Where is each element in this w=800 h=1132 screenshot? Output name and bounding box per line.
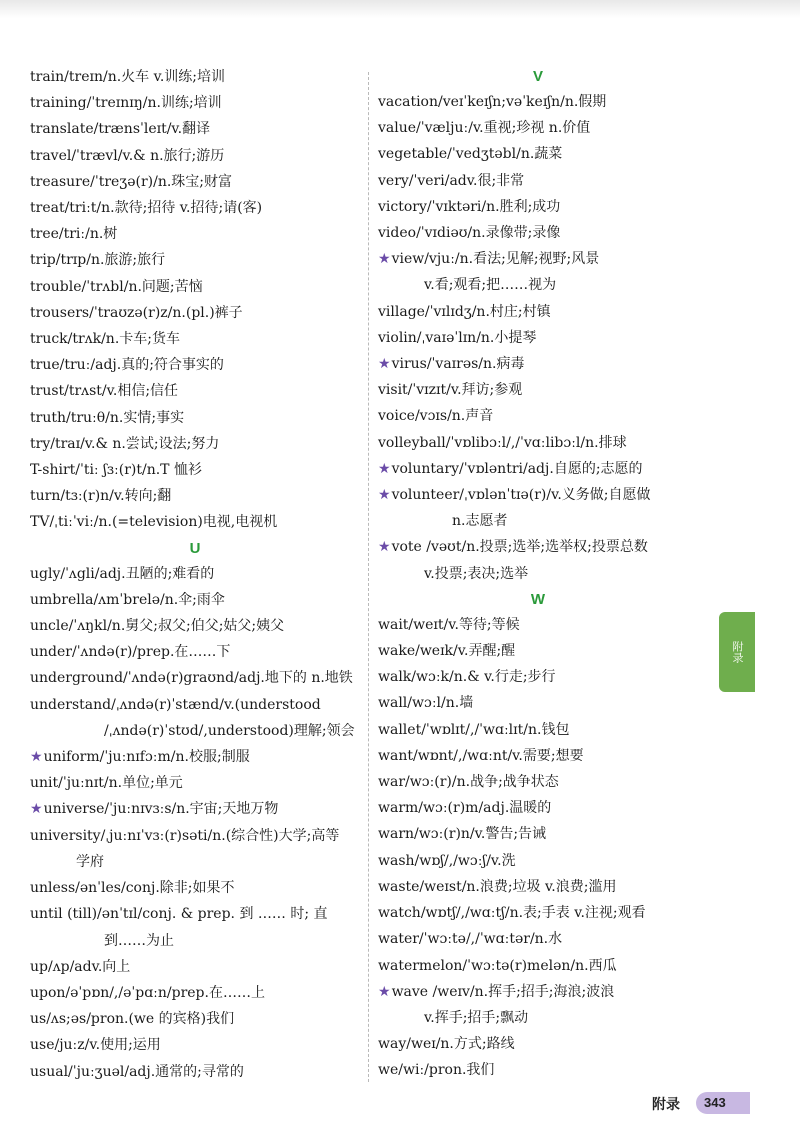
vocab-entry [30, 195, 360, 221]
vocab-entry-text: v.挥手;招手;飘动 [424, 1009, 529, 1026]
vocab-entry-text: train/treɪn/n.火车 v.训练;培训 [30, 69, 226, 85]
vocab-entry-text: vegetable/ˈvedʒtəbl/n.蔬菜 [378, 146, 563, 163]
vocab-entry [378, 874, 698, 900]
vocab-entry [30, 483, 360, 509]
vocab-entry [378, 272, 698, 298]
vocab-entry-text: video/ˈvɪdiəʊ/n.录像带;录像 [378, 225, 561, 242]
vocab-entry-text: visit/ˈvɪzɪt/v.拜访;参观 [378, 382, 523, 399]
vocab-entry [30, 169, 360, 195]
vocab-entry-text: until (till)/ənˈtɪl/conj. & prep. 到 …… 时; 直 [30, 906, 328, 923]
vocab-entry [378, 141, 698, 167]
vocab-entry [30, 823, 360, 849]
vocab-entry-text: trouble/ˈtrʌbl/n.问题;苦恼 [30, 278, 203, 295]
vocab-entry [378, 194, 698, 220]
vocab-entry-text: upon/əˈpɒn/,/əˈpɑːn/prep.在……上 [30, 984, 265, 1001]
section-letter-w: W [530, 590, 546, 608]
vocab-entry-text: watermelon/ˈwɔːtə(r)melən/n.西瓜 [378, 957, 617, 974]
vocab-entry [378, 953, 698, 979]
vocab-entry-text: treat/triːt/n.款待;招待 v.招待;请(客) [30, 200, 263, 217]
vocab-entry-text: true/truː/adj.真的;符合事实的 [30, 357, 224, 374]
vocab-entry-text: wall/wɔːl/n.墙 [378, 695, 474, 712]
vocab-entry-text: 到……为止 [104, 932, 174, 949]
page-top-edge [0, 0, 800, 18]
vocab-entry [30, 587, 360, 613]
vocab-entry [378, 717, 698, 743]
vocab-entry [378, 115, 698, 141]
vocab-entry-text: uniform/ˈjuːnɪfɔːm/n.校服;制服 [43, 749, 250, 766]
vocab-entry-text: value/ˈvæljuː/v.重视;珍视 n.价值 [378, 120, 591, 137]
vocab-entry [378, 403, 698, 429]
vocab-entry-text: university/ˌjuːnɪˈvɜː(r)səti/n.(综合性)大学;高等 [30, 827, 340, 844]
vocab-entry [378, 220, 698, 246]
vocab-entry [30, 509, 360, 535]
vocab-entry-text: tree/triː/n.树 [30, 226, 118, 243]
vocab-entry [30, 1059, 360, 1085]
vocab-entry [378, 351, 698, 377]
vocab-entry [30, 796, 360, 822]
vocab-entry-text: vote /vəʊt/n.投票;选举;选举权;投票总数 [391, 539, 648, 556]
vocab-entry [378, 795, 698, 821]
vocab-entry [30, 221, 360, 247]
star-icon: ★ [378, 539, 391, 556]
vocab-entry-text: vacation/veɪˈkeɪʃn;vəˈkeɪʃn/n.假期 [378, 94, 607, 110]
vocab-entry [30, 352, 360, 378]
vocab-entry [378, 690, 698, 716]
vocab-entry [378, 456, 698, 482]
vocab-entry-text: n.志愿者 [452, 513, 508, 530]
star-icon: ★ [378, 460, 391, 477]
vocab-entry [30, 561, 360, 587]
vocab-entry [378, 1005, 698, 1031]
vocab-entry-text: war/wɔː(r)/n.战争;战争状态 [378, 774, 559, 791]
vocab-entry-text: truth/truːθ/n.实情;事实 [30, 409, 185, 426]
star-icon: ★ [30, 801, 43, 818]
vocab-entry-text: village/ˈvɪlɪdʒ/n.村庄;村镇 [378, 303, 551, 320]
vocab-entry-text: use/juːz/v.使用;运用 [30, 1037, 161, 1054]
vocab-entry [30, 639, 360, 665]
vocab-entry-text: wash/wɒʃ/,/wɔːʃ/v.洗 [378, 852, 516, 869]
vocab-entry-text: T-shirt/ˈtiː ʃɜː(r)t/n.T 恤衫 [30, 462, 202, 479]
vocab-entry-text: uncle/ˈʌŋkl/n.舅父;叔父;伯父;姑父;姨父 [30, 618, 285, 635]
vocab-entry-text: us/ʌs;əs/pron.(we 的宾格)我们 [30, 1011, 235, 1028]
vocab-entry-text: trousers/ˈtraʊzə(r)z/n.(pl.)裤子 [30, 304, 243, 321]
vocab-entry [30, 718, 360, 744]
vocab-entry [30, 980, 360, 1006]
vocab-entry [30, 875, 360, 901]
vocab-entry-text: umbrella/ʌmˈbrelə/n.伞;雨伞 [30, 591, 225, 608]
vocab-entry-text: under/ˈʌndə(r)/prep.在……下 [30, 644, 231, 661]
vocab-entry-text: ugly/ˈʌgli/adj.丑陋的;难看的 [30, 565, 215, 582]
vocab-entry-text: universe/ˈjuːnɪvɜːs/n.宇宙;天地万物 [43, 801, 279, 818]
vocab-entry [378, 926, 698, 952]
star-icon: ★ [30, 749, 43, 766]
vocab-entry [378, 508, 698, 534]
vocab-entry-text: underground/ˈʌndə(r)graʊnd/adj.地下的 n.地铁 [30, 670, 353, 687]
vocab-entry-text: v.看;观看;把……视为 [424, 277, 557, 294]
vocab-entry [378, 482, 698, 508]
vocab-entry-text: wallet/ˈwɒlɪt/,/ˈwɑːlɪt/n.钱包 [378, 721, 570, 738]
star-icon: ★ [378, 356, 391, 373]
section-letter-u: U [189, 539, 201, 557]
vocab-entry-text: training/ˈtreɪnɪŋ/n.训练;培训 [30, 95, 222, 112]
vocab-entry [378, 246, 698, 272]
vocab-entry [30, 405, 360, 431]
star-icon: ★ [378, 251, 391, 268]
vocab-entry-text: travel/ˈtrævl/v.& n.旅行;游历 [30, 147, 225, 164]
vocab-entry-text: trust/trʌst/v.相信;信任 [30, 383, 179, 400]
vocab-entry-text: violin/ˌvaɪəˈlɪn/n.小提琴 [378, 329, 537, 346]
vocab-entry [30, 300, 360, 326]
vocab-entry [378, 638, 698, 664]
vocab-entry-text: warm/wɔː(r)m/adj.温暖的 [378, 800, 552, 817]
section-letter-v: V [532, 68, 543, 85]
vocab-entry-text: wait/weɪt/v.等待;等候 [378, 616, 520, 633]
vocab-entry [378, 325, 698, 351]
vocab-entry [30, 849, 360, 875]
vocab-entry [378, 168, 698, 194]
vocab-entry [30, 1032, 360, 1058]
vocab-entry [378, 743, 698, 769]
left-column [30, 64, 360, 1085]
vocab-entry-text: truck/trʌk/n.卡车;货车 [30, 331, 180, 348]
vocab-entry [30, 90, 360, 116]
vocab-entry [30, 274, 360, 300]
vocab-entry-text: way/weɪ/n.方式;路线 [378, 1036, 515, 1053]
vocab-entry-text: waste/weɪst/n.浪费;垃圾 v.浪费;滥用 [378, 878, 617, 895]
vocab-entry-text: unless/ənˈles/conj.除非;如果不 [30, 880, 235, 897]
vocab-entry-text: translate/trænsˈleɪt/v.翻译 [30, 121, 211, 138]
vocab-entry-text: virus/ˈvaɪrəs/n.病毒 [391, 356, 525, 373]
vocab-entry-text: view/vjuː/n.看法;见解;视野;风景 [391, 251, 600, 268]
vocab-entry-text: unit/ˈjuːnɪt/n.单位;单元 [30, 775, 183, 792]
vocab-entry-text: /ˌʌndə(r)ˈstʊd/,understood)理解;领会 [104, 722, 355, 739]
vocab-entry-text: turn/tɜː(r)n/v.转向;翻 [30, 488, 172, 505]
vocab-entry [30, 770, 360, 796]
vocab-entry [378, 430, 698, 456]
vocab-entry-text: trip/trɪp/n.旅游;旅行 [30, 252, 166, 269]
page-number: 343 [696, 1092, 750, 1114]
vocab-entry [378, 848, 698, 874]
vocab-entry [30, 744, 360, 770]
vocab-entry [378, 664, 698, 690]
vocab-entry-text: watch/wɒtʃ/,/wɑːtʃ/n.表;手表 v.注视;观看 [378, 905, 646, 922]
vocab-entry-text: try/traɪ/v.& n.尝试;设法;努力 [30, 435, 220, 452]
vocab-entry [30, 1006, 360, 1032]
vocab-entry-text: voice/vɔɪs/n.声音 [378, 408, 494, 425]
vocab-entry-text: wake/weɪk/v.弄醒;醒 [378, 643, 516, 660]
vocab-entry [30, 378, 360, 404]
vocab-entry-text: 学府 [76, 853, 104, 870]
vocab-entry [30, 116, 360, 142]
vocab-entry-text: voluntary/ˈvɒləntri/adj.自愿的;志愿的 [391, 460, 643, 477]
vocab-entry-text: volleyball/ˈvɒlibɔːl/,/ˈvɑːlibɔːl/n.排球 [378, 434, 627, 451]
vocab-entry [30, 457, 360, 483]
vocab-entry [378, 612, 698, 638]
vocab-entry [30, 928, 360, 954]
vocab-entry-text: understand/ˌʌndə(r)ˈstænd/v.(understood [30, 696, 321, 713]
vocab-entry [30, 954, 360, 980]
vocab-entry [378, 1057, 698, 1083]
vocab-entry [30, 692, 360, 718]
star-icon: ★ [378, 983, 391, 1000]
vocab-entry [378, 900, 698, 926]
vocab-entry-text: volunteer/ˌvɒlənˈtɪə(r)/v.义务做;自愿做 [391, 487, 651, 504]
vocab-entry [378, 377, 698, 403]
vocab-entry-text: very/ˈveri/adv.很;非常 [378, 172, 525, 189]
column-divider [368, 72, 369, 1082]
vocab-entry [30, 613, 360, 639]
vocab-entry [30, 247, 360, 273]
vocab-entry [378, 1031, 698, 1057]
vocab-entry [378, 534, 698, 560]
vocab-entry [30, 64, 360, 90]
vocab-entry-text: wave /weɪv/n.挥手;招手;海浪;波浪 [391, 983, 615, 1000]
appendix-side-tab[interactable]: 附录 [719, 612, 755, 692]
vocab-entry [30, 326, 360, 352]
vocab-entry [30, 143, 360, 169]
vocab-entry [30, 665, 360, 691]
vocab-entry-text: victory/ˈvɪktəri/n.胜利;成功 [378, 198, 561, 215]
vocab-entry [378, 979, 698, 1005]
vocab-entry-text: up/ʌp/adv.向上 [30, 958, 131, 975]
star-icon: ★ [378, 487, 391, 504]
vocab-entry [378, 821, 698, 847]
vocab-entry [378, 89, 698, 115]
footer-label: 附录 [652, 1096, 680, 1112]
vocab-entry [378, 299, 698, 325]
vocab-entry-text: usual/ˈjuːʒuəl/adj.通常的;寻常的 [30, 1063, 244, 1080]
vocab-entry-text: we/wiː/pron.我们 [378, 1062, 495, 1079]
vocab-entry [30, 901, 360, 927]
vocab-entry [30, 431, 360, 457]
vocab-entry-text: TV/ˌtiːˈviː/n.(=television)电视,电视机 [30, 514, 278, 531]
vocab-entry-text: v.投票;表决;选举 [424, 565, 529, 582]
vocab-entry-text: walk/wɔːk/n.& v.行走;步行 [378, 669, 556, 686]
vocab-entry-text: want/wɒnt/,/wɑːnt/v.需要;想要 [378, 747, 584, 764]
vocab-entry [378, 769, 698, 795]
vocab-entry-text: warn/wɔː(r)n/v.警告;告诫 [378, 826, 547, 843]
vocab-entry [378, 561, 698, 587]
right-column [378, 64, 698, 1084]
vocab-entry-text: water/ˈwɔːtə/,/ˈwɑːtər/n.水 [378, 931, 563, 948]
vocab-entry-text: treasure/ˈtreʒə(r)/n.珠宝;财富 [30, 173, 233, 190]
